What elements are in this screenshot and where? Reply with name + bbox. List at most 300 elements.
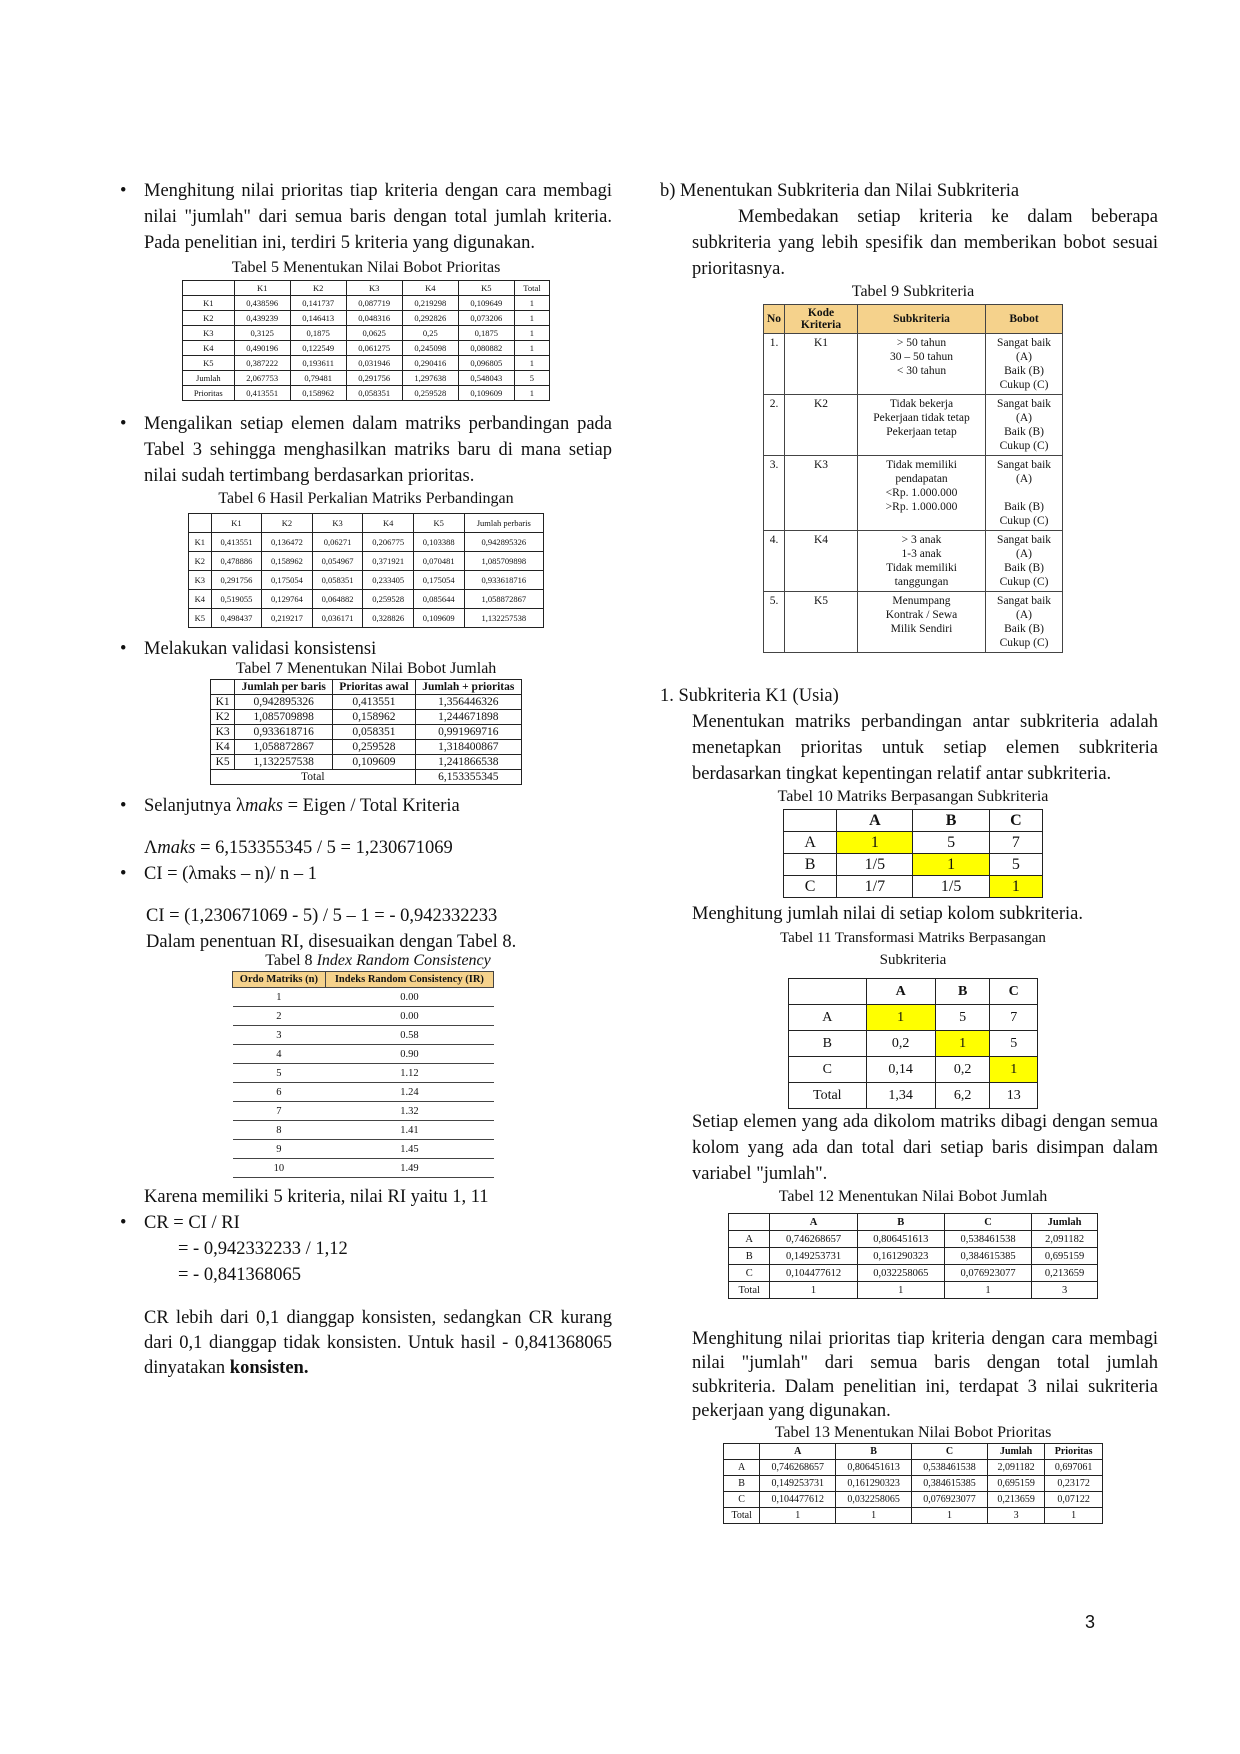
tabel-13-cell: 1 [760, 1508, 836, 1524]
tabel-5-header: K3 [346, 281, 402, 296]
tabel-6-cell: 0,175054 [413, 571, 464, 590]
tabel-8-cell: 0.00 [325, 1007, 493, 1026]
tabel-11-cell: 1 [866, 1005, 935, 1031]
tabel-5-row-label: Prioritas [183, 386, 235, 401]
tabel-8-cell: 0.58 [325, 1026, 493, 1045]
tabel-9-bobot-line: Sangat baik (A) [997, 595, 1052, 621]
tabel-8-header: Ordo Matriks (n) [233, 972, 326, 988]
tabel-12-cell: 2,091182 [1032, 1231, 1098, 1248]
conclusion-bold: konsisten. [229, 1358, 309, 1378]
tabel-9-sub [857, 334, 985, 395]
tabel-9-bobot-line: Sangat baik (A) [997, 459, 1052, 485]
tabel-5-cell: 0,087719 [346, 296, 402, 311]
tabel-7-cell: 0,158962 [333, 710, 415, 725]
tabel-5-row-label: K4 [183, 341, 235, 356]
tabel-7-row [211, 740, 522, 755]
tabel-13-row-label: B [724, 1476, 760, 1492]
tabel-7-cell: 1,356446326 [415, 695, 521, 710]
tabel-12-row-label: B [729, 1248, 770, 1265]
tabel-5-row-label: K1 [183, 296, 235, 311]
tabel-7-row [211, 710, 522, 725]
tabel-8-cell: 1.12 [325, 1064, 493, 1083]
tabel-10-cell: 1 [913, 854, 989, 876]
tabel-6-header: K2 [262, 514, 313, 533]
tabel-6-row [189, 609, 544, 628]
tabel-12-cell: 1 [944, 1282, 1031, 1299]
tabel-10-cell: 1 [837, 832, 913, 854]
tabel-9-header: Bobot [986, 305, 1063, 334]
tabel-12-cell: 0,538461538 [944, 1231, 1031, 1248]
tabel-6-cell: 0,058351 [312, 571, 363, 590]
tabel-6-row [189, 571, 544, 590]
tabel-7-row [211, 755, 522, 770]
tabel-13-cell: 1 [1045, 1508, 1103, 1524]
caption-tabel-10: Tabel 10 Matriks Berpasangan Subkriteria [777, 788, 1049, 805]
tabel-9-no: 2. [764, 395, 785, 456]
tabel-7-header: Jumlah per baris [235, 680, 333, 695]
tabel-9-kode: K4 [785, 531, 858, 592]
tabel-9-sub-line: 1-3 anak [901, 548, 942, 560]
tabel-9-sub-line: Kontrak / Sewa [885, 609, 958, 621]
tabel-7-cell: 0,942895326 [235, 695, 333, 710]
left-column [120, 178, 612, 1381]
tabel-7-total-value: 6,153355345 [415, 770, 521, 785]
tabel-11-cell: 13 [990, 1083, 1038, 1109]
tabel-6-cell: 0,070481 [413, 552, 464, 571]
tabel-8-cell: 1.41 [325, 1121, 493, 1140]
tabel-9-no: 3. [764, 456, 785, 531]
tabel-9-header: No [764, 305, 785, 334]
tabel-9-sub [857, 531, 985, 592]
tabel-7-row [211, 695, 522, 710]
tabel-8-row [233, 1026, 494, 1045]
tabel-9 [763, 304, 1063, 653]
tabel-9-bobot [986, 592, 1063, 653]
tabel-8-cell: 1.32 [325, 1102, 493, 1121]
tabel-5-header: K5 [458, 281, 514, 296]
tabel-5-cell: 0,79481 [290, 371, 346, 386]
lambda-calc-a: Λ [144, 838, 158, 858]
tabel-12-cell: 0,695159 [1032, 1248, 1098, 1265]
tabel-8-cell: 1.24 [325, 1083, 493, 1102]
tabel-7-cell: 0,109609 [333, 755, 415, 770]
tabel-5-cell: 1 [514, 296, 549, 311]
tabel-5-header [183, 281, 235, 296]
tabel-12-cell: 1 [770, 1282, 857, 1299]
tabel-6-cell: 0,519055 [211, 590, 262, 609]
tabel-6-row-label: K1 [189, 533, 212, 552]
tabel-6-header: Jumlah perbaris [464, 514, 543, 533]
tabel-7-cell: 0,991969716 [415, 725, 521, 740]
tabel-11-row-label: B [789, 1031, 867, 1057]
tabel-9-sub-line: < 30 tahun [896, 365, 947, 377]
tabel-11-cell: 0,2 [866, 1031, 935, 1057]
tabel-5-header: K1 [234, 281, 290, 296]
tabel-5-cell: 0,438596 [234, 296, 290, 311]
tabel-10-row [784, 832, 1043, 854]
tabel-9-sub-line: > 3 anak [901, 534, 942, 546]
tabel-9-bobot [986, 531, 1063, 592]
tabel-9-bobot-line: Baik (B) [1004, 562, 1044, 574]
caption-tabel-11-line2: Subkriteria [879, 952, 947, 968]
tabel-9-header: Subkriteria [857, 305, 985, 334]
tabel-5-cell: 0,219298 [402, 296, 458, 311]
tabel-5-cell: 0,439239 [234, 311, 290, 326]
tabel-9-sub-line: >Rp. 1.000.000 [885, 501, 958, 513]
tabel-9-bobot-line: Baik (B) [1004, 623, 1044, 635]
caption-tabel-11-line1: Tabel 11 Transformasi Matriks Berpasangan [780, 930, 1046, 946]
tabel-13-row-label: A [724, 1460, 760, 1476]
tabel-9-sub-line: Tidak memiliki tanggungan [886, 562, 957, 588]
tabel-13-cell: 0,697061 [1045, 1460, 1103, 1476]
tabel-13-cell: 0,149253731 [760, 1476, 836, 1492]
tabel-13-row-label: C [724, 1492, 760, 1508]
tabel-9-kode: K2 [785, 395, 858, 456]
tabel-6-cell: 0,942895326 [464, 533, 543, 552]
page-number: 3 [1084, 1612, 1095, 1632]
tabel-7-cell: 0,058351 [333, 725, 415, 740]
tabel-11-row [789, 1057, 1038, 1083]
tabel-11-header: A [866, 979, 935, 1005]
tabel-6-cell: 0,259528 [363, 590, 414, 609]
tabel-5-cell: 0,413551 [234, 386, 290, 401]
tabel-12-header: C [944, 1214, 1031, 1231]
tabel-8-row [233, 1102, 494, 1121]
tabel-8-row [233, 988, 494, 1007]
tabel-9-row [764, 334, 1063, 395]
tabel-12-header: Jumlah [1032, 1214, 1098, 1231]
tabel-6-cell: 0,328826 [363, 609, 414, 628]
tabel-13-header: Prioritas [1045, 1444, 1103, 1460]
tabel-12-header: B [857, 1214, 944, 1231]
tabel-8-row [233, 1159, 494, 1178]
tabel-9-no: 5. [764, 592, 785, 653]
tabel-6-row [189, 552, 544, 571]
tabel-11-cell: 0,14 [866, 1057, 935, 1083]
tabel-9-bobot-line: Cukup (C) [999, 440, 1049, 452]
tabel-13-header: B [836, 1444, 912, 1460]
tabel-8-row-label: 1 [233, 988, 326, 1007]
tabel-9-bobot-line: Baik (B) [1004, 501, 1044, 513]
tabel-10-cell: 1/7 [837, 876, 913, 898]
tabel-5-cell: 0,1875 [290, 326, 346, 341]
tabel-5-cell: 0,3125 [234, 326, 290, 341]
tabel-12-row [729, 1282, 1098, 1299]
tabel-6-header: K5 [413, 514, 464, 533]
tabel-10-row-label: C [784, 876, 837, 898]
tabel-12-cell: 0,806451613 [857, 1231, 944, 1248]
tabel-12-row-label: Total [729, 1282, 770, 1299]
tabel-7-cell: 1,241866538 [415, 755, 521, 770]
tabel-5-cell: 1 [514, 311, 549, 326]
tabel-9-row [764, 531, 1063, 592]
tabel-13-header: Jumlah [987, 1444, 1044, 1460]
tabel-5-cell: 0,048316 [346, 311, 402, 326]
tabel-8-row-label: 9 [233, 1140, 326, 1159]
tabel-12-row-label: C [729, 1265, 770, 1282]
tabel-9-no: 4. [764, 531, 785, 592]
tabel-13 [723, 1443, 1103, 1524]
tabel-11-cell: 1,34 [866, 1083, 935, 1109]
tabel-5-cell: 1,297638 [402, 371, 458, 386]
tabel-9-sub-line: Menumpang [892, 595, 951, 607]
tabel-10-header [784, 810, 837, 832]
tabel-12-cell: 0,384615385 [944, 1248, 1031, 1265]
tabel-6-header [189, 514, 212, 533]
tabel-5-row [183, 341, 550, 356]
tabel-6-header: K3 [312, 514, 363, 533]
tabel-13-cell: 2,091182 [987, 1460, 1044, 1476]
tabel-5-row-label: K3 [183, 326, 235, 341]
tabel-5-cell: 5 [514, 371, 549, 386]
tabel-6-cell: 0,103388 [413, 533, 464, 552]
tabel-10 [783, 809, 1043, 898]
paragraph-jumlah-kolom: Menghitung jumlah nilai di setiap kolom subkriteria. [692, 904, 1084, 924]
tabel-9-kode: K3 [785, 456, 858, 531]
tabel-9-bobot [986, 334, 1063, 395]
tabel-7-header: Jumlah + prioritas [415, 680, 521, 695]
lambda-calc-b: maks [157, 838, 196, 858]
tabel-7-cell: 0,933618716 [235, 725, 333, 740]
tabel-10-header: B [913, 810, 989, 832]
tabel-7-cell: 1,058872867 [235, 740, 333, 755]
tabel-6-row [189, 590, 544, 609]
caption-tabel-8-b: Index Random Consistency [316, 952, 491, 969]
tabel-7-cell: 1,085709898 [235, 710, 333, 725]
tabel-12-row-label: A [729, 1231, 770, 1248]
tabel-5-cell: 0,061275 [346, 341, 402, 356]
tabel-6-cell: 1,132257538 [464, 609, 543, 628]
tabel-6-cell: 0,109609 [413, 609, 464, 628]
tabel-9-row [764, 456, 1063, 531]
tabel-5-cell: 0,158962 [290, 386, 346, 401]
tabel-8-cell: 1.49 [325, 1159, 493, 1178]
tabel-13-header: C [912, 1444, 988, 1460]
tabel-5-row [183, 386, 550, 401]
tabel-13-header: A [760, 1444, 836, 1460]
tabel-12-row [729, 1248, 1098, 1265]
tabel-6-cell: 0,219217 [262, 609, 313, 628]
tabel-11-cell: 6,2 [935, 1083, 990, 1109]
tabel-5-cell: 0,096805 [458, 356, 514, 371]
subkriteria-k1-paragraph: Menentukan matriks perbandingan antar subkriteria adalah menetapkan prioritas untuk setiap elemen subkriteria berdasarkan tingkat kepentingan relatif antar subkriteria. [692, 712, 1158, 784]
tabel-7-row-label: K3 [211, 725, 235, 740]
caption-tabel-12: Tabel 12 Menentukan Nilai Bobot Jumlah [778, 1188, 1048, 1205]
tabel-5-row [183, 371, 550, 386]
tabel-7-header: Prioritas awal [333, 680, 415, 695]
caption-tabel-9: Tabel 9 Subkriteria [851, 283, 975, 300]
tabel-5-cell: 0,146413 [290, 311, 346, 326]
tabel-9-bobot-line: Sangat baik (A) [997, 534, 1052, 560]
tabel-8-row [233, 1064, 494, 1083]
tabel-9-sub [857, 456, 985, 531]
ci-calculation: CI = (1,230671069 - 5) / 5 – 1 = - 0,942332233 [146, 906, 498, 926]
tabel-11-row [789, 1083, 1038, 1109]
tabel-5-cell: 2,067753 [234, 371, 290, 386]
tabel-10-cell: 7 [989, 832, 1042, 854]
tabel-8-row-label: 7 [233, 1102, 326, 1121]
tabel-9-bobot-line: Cukup (C) [999, 637, 1049, 649]
tabel-5-cell: 0,387222 [234, 356, 290, 371]
tabel-9-bobot-line: Sangat baik (A) [997, 398, 1052, 424]
tabel-7-row-label: K4 [211, 740, 235, 755]
tabel-6-cell: 0,158962 [262, 552, 313, 571]
tabel-6-row-label: K4 [189, 590, 212, 609]
tabel-13-row [724, 1460, 1103, 1476]
tabel-8-row-label: 6 [233, 1083, 326, 1102]
tabel-7-total-label: Total [211, 770, 416, 785]
tabel-7-header [211, 680, 235, 695]
tabel-13-cell: 0,032258065 [836, 1492, 912, 1508]
tabel-10-header: C [989, 810, 1042, 832]
conclusion-paragraph [120, 1306, 612, 1381]
tabel-7-row-label: K5 [211, 755, 235, 770]
tabel-11-cell: 5 [935, 1005, 990, 1031]
tabel-12-row [729, 1265, 1098, 1282]
tabel-13-cell: 1 [836, 1508, 912, 1524]
tabel-5-cell: 0,141737 [290, 296, 346, 311]
tabel-9-sub-line: 30 – 50 tahun [890, 351, 953, 363]
caption-tabel-13: Tabel 13 Menentukan Nilai Bobot Prioritas [774, 1424, 1052, 1441]
tabel-13-cell: 0,538461538 [912, 1460, 988, 1476]
tabel-8-row-label: 2 [233, 1007, 326, 1026]
subkriteria-k1-heading: 1. Subkriteria K1 (Usia) [660, 686, 839, 706]
tabel-10-row [784, 854, 1043, 876]
tabel-13-cell: 0,07122 [1045, 1492, 1103, 1508]
tabel-9-sub-line: Tidak bekerja [889, 398, 954, 410]
conclusion-text: CR lebih dari 0,1 dianggap konsisten, sedangkan CR kurang dari 0,1 dianggap tidak konsisten. Untuk hasil - 0,841368065 dinyatakan [144, 1308, 612, 1378]
tabel-8-cell: 1.45 [325, 1140, 493, 1159]
intro-subkriteria: Membedakan setiap kriteria ke dalam beberapa subkriteria yang lebih spesifik dan memberikan bobot sesuai prioritasnya. [692, 207, 1158, 279]
section-heading-b: b) Menentukan Subkriteria dan Nilai Subkriteria [660, 181, 1020, 201]
tabel-5-row-label: K5 [183, 356, 235, 371]
tabel-9-bobot [986, 456, 1063, 531]
tabel-6-cell: 0,136472 [262, 533, 313, 552]
tabel-12-row [729, 1231, 1098, 1248]
tabel-5-cell: 0,193611 [290, 356, 346, 371]
tabel-6-row-label: K3 [189, 571, 212, 590]
bullet-lambda [120, 793, 612, 819]
tabel-12-cell: 3 [1032, 1282, 1098, 1299]
caption-tabel-7: Tabel 7 Menentukan Nilai Bobot Jumlah [235, 660, 497, 677]
tabel-11-header: B [935, 979, 990, 1005]
tabel-8-row [233, 1140, 494, 1159]
tabel-9-bobot-line: Sangat baik (A) [997, 337, 1052, 363]
tabel-5-cell: 0,245098 [402, 341, 458, 356]
tabel-10-cell: 1 [989, 876, 1042, 898]
tabel-13-cell: 0,076923077 [912, 1492, 988, 1508]
tabel-7-row-label: K1 [211, 695, 235, 710]
tabel-5-cell: 0,031946 [346, 356, 402, 371]
tabel-11-header [789, 979, 867, 1005]
tabel-5-cell: 0,0625 [346, 326, 402, 341]
cr-line-1: = - 0,942332233 / 1,12 [178, 1239, 348, 1259]
tabel-5-cell: 0,122549 [290, 341, 346, 356]
tabel-8-row-label: 10 [233, 1159, 326, 1178]
tabel-13-cell: 0,806451613 [836, 1460, 912, 1476]
tabel-10-cell: 5 [989, 854, 1042, 876]
tabel-6-cell: 0,413551 [211, 533, 262, 552]
lambda-text-a: Selanjutnya λ [144, 796, 245, 816]
tabel-6-cell: 1,058872867 [464, 590, 543, 609]
tabel-6-cell: 0,933618716 [464, 571, 543, 590]
tabel-5-cell: 0,290416 [402, 356, 458, 371]
tabel-7-cell: 1,132257538 [235, 755, 333, 770]
lambda-text-b: maks [244, 796, 283, 816]
tabel-9-no: 1. [764, 334, 785, 395]
tabel-6-cell: 0,175054 [262, 571, 313, 590]
tabel-10-row-label: B [784, 854, 837, 876]
tabel-10-cell: 1/5 [913, 876, 989, 898]
bullet-validasi: • Melakukan validasi konsistensi [120, 636, 612, 662]
tabel-10-cell: 5 [913, 832, 989, 854]
tabel-13-cell: 0,384615385 [912, 1476, 988, 1492]
tabel-5-cell: 0,058351 [346, 386, 402, 401]
tabel-5-cell: 0,259528 [402, 386, 458, 401]
tabel-11-row-label: C [789, 1057, 867, 1083]
tabel-10-header: A [837, 810, 913, 832]
tabel-8-row [233, 1007, 494, 1026]
tabel-13-cell: 0,695159 [987, 1476, 1044, 1492]
tabel-11-cell: 1 [935, 1031, 990, 1057]
tabel-11-cell: 7 [990, 1005, 1038, 1031]
caption-tabel-5: Tabel 5 Menentukan Nilai Bobot Prioritas [231, 259, 501, 276]
tabel-6-cell: 0,129764 [262, 590, 313, 609]
bullet-cr: • CR = CI / RI [120, 1210, 612, 1236]
tabel-9-row [764, 592, 1063, 653]
tabel-6-cell: 0,371921 [363, 552, 414, 571]
tabel-7 [210, 679, 522, 785]
tabel-12-cell: 0,149253731 [770, 1248, 857, 1265]
tabel-6-row-label: K2 [189, 552, 212, 571]
tabel-9-bobot [986, 395, 1063, 456]
tabel-9-header: Kode Kriteria [785, 305, 858, 334]
tabel-5-cell: 0,073206 [458, 311, 514, 326]
tabel-9-sub-line: <Rp. 1.000.000 [885, 487, 958, 499]
tabel-10-row-label: A [784, 832, 837, 854]
bullet-prioritas: • Menghitung nilai prioritas tiap kriteria dengan cara membagi nilai "jumlah" dari semua baris dengan total jumlah kriteria. Pada penelitian ini, terdiri 5 kriteria yang digunakan. [120, 178, 612, 256]
tabel-5-cell: 1 [514, 356, 549, 371]
tabel-6-cell: 1,085709898 [464, 552, 543, 571]
tabel-8-row-label: 4 [233, 1045, 326, 1064]
tabel-6-cell: 0,498437 [211, 609, 262, 628]
tabel-11-header: C [990, 979, 1038, 1005]
lambda-text-c: = Eigen / Total Kriteria [282, 796, 460, 816]
tabel-5-row-label: Jumlah [183, 371, 235, 386]
tabel-5-cell: 1 [514, 386, 549, 401]
tabel-5-cell: 0,291756 [346, 371, 402, 386]
tabel-13-row [724, 1508, 1103, 1524]
tabel-12-header: A [770, 1214, 857, 1231]
tabel-9-kode: K1 [785, 334, 858, 395]
tabel-11-row [789, 1005, 1038, 1031]
tabel-12-cell: 0,104477612 [770, 1265, 857, 1282]
caption-tabel-8-a: Tabel 8 [265, 952, 317, 969]
tabel-7-cell: 0,413551 [333, 695, 415, 710]
tabel-9-sub [857, 592, 985, 653]
tabel-5-row [183, 311, 550, 326]
tabel-5-cell: 0,548043 [458, 371, 514, 386]
tabel-12-cell: 0,746268657 [770, 1231, 857, 1248]
tabel-10-row [784, 876, 1043, 898]
tabel-13-row-label: Total [724, 1508, 760, 1524]
tabel-9-sub-line: Tidak memiliki pendapatan [886, 459, 957, 485]
bullet-mengalikan: • Mengalikan setiap elemen dalam matriks perbandingan pada Tabel 3 sehingga menghasilkan matriks baru di mana setiap nilai sudah tertimbang berdasarkan prioritas. [120, 411, 612, 489]
tabel-5-header: K4 [402, 281, 458, 296]
tabel-5-row-label: K2 [183, 311, 235, 326]
tabel-13-row [724, 1476, 1103, 1492]
tabel-13-cell: 0,213659 [987, 1492, 1044, 1508]
